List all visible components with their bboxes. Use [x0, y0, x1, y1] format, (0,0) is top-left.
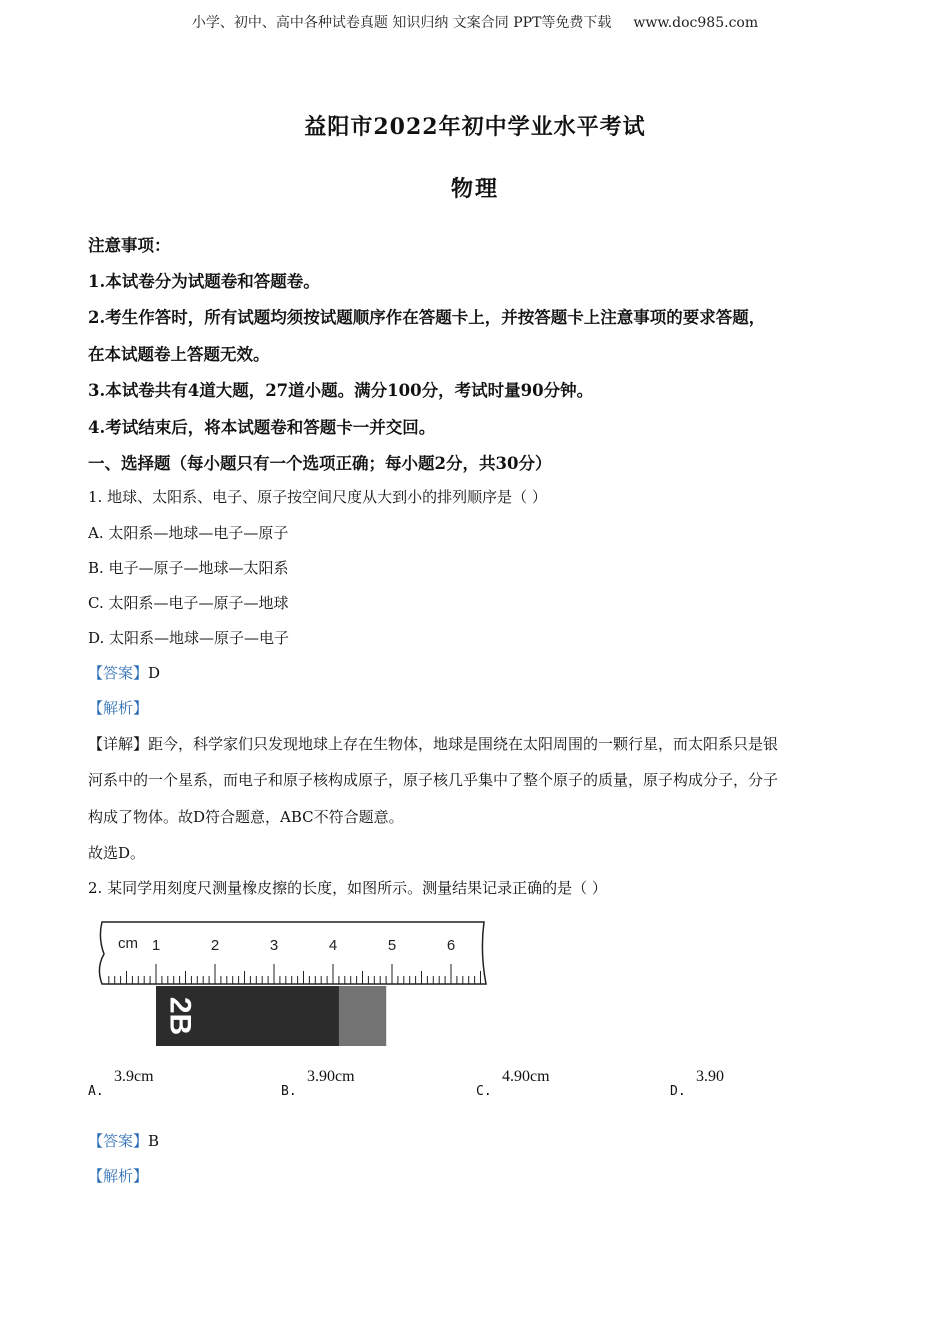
question-1-option-c: C. 太阳系—电子—原子—地球 — [88, 594, 289, 612]
option-value: 3.9cm — [114, 1068, 154, 1085]
question-1-option-d: D. 太阳系—地球—原子—电子 — [88, 629, 290, 647]
option-label: D. — [670, 1084, 686, 1099]
header-site: www.doc985.com — [633, 15, 759, 31]
ruler-unit-label: cm — [118, 935, 138, 952]
option-value: 3.90cm — [307, 1068, 355, 1085]
ruler-number: 1 — [151, 937, 161, 954]
answer-tag: 【答案】 — [88, 1132, 149, 1150]
question-1-option-b: B. 电子—原子—地球—太阳系 — [88, 559, 289, 577]
option-value: 3.90 — [696, 1068, 724, 1085]
notice-item: 1.本试卷分为试题卷和答题卷。 — [88, 272, 320, 291]
question-2-analysis-tag: 【解析】 — [88, 1167, 149, 1185]
answer-value: D — [148, 664, 161, 682]
detail-tag: 【详解】 — [88, 735, 149, 753]
eraser-label: 2B — [163, 996, 197, 1036]
question-1-detail-line: 河系中的一个星系，而电子和原子核构成原子，原子核几乎集中了整个原子的质量，原子构成分子，分子 — [88, 771, 779, 789]
question-1-answer — [88, 662, 160, 683]
header-text: 小学、初中、高中各种试卷真题 知识归纳 文案合同 PPT等免费下载 — [191, 15, 612, 31]
question-1-conclusion: 故选D。 — [88, 844, 146, 862]
answer-value: B — [148, 1132, 160, 1150]
question-1-option-a: A. 太阳系—地球—电子—原子 — [88, 524, 289, 542]
notice-item: 4.考试结束后，将本试题卷和答题卡一并交回。 — [88, 418, 436, 437]
subject-title: 物理 — [450, 176, 499, 202]
option-label: C. — [476, 1084, 492, 1099]
ruler-number: 3 — [269, 937, 279, 954]
ruler-number: 2 — [210, 937, 220, 954]
notice-heading: 注意事项： — [88, 236, 171, 255]
section-heading: 一、选择题（每小题只有一个选项正确；每小题2分，共30分） — [88, 454, 552, 473]
exam-title: 益阳市2022年初中学业水平考试 — [304, 114, 646, 140]
page-header — [0, 12, 950, 32]
notice-item: 3.本试卷共有4道大题，27道小题。满分100分，考试时量90分钟。 — [88, 381, 594, 400]
eraser-sleeve — [339, 986, 386, 1046]
ruler-number: 5 — [387, 937, 397, 954]
question-1-detail-line: 构成了物体。故D符合题意，ABC不符合题意。 — [88, 808, 404, 826]
option-value: 4.90cm — [502, 1068, 550, 1085]
ruler-number: 4 — [328, 937, 338, 954]
notice-item: 在本试题卷上答题无效。 — [88, 345, 270, 364]
question-2-answer — [88, 1130, 159, 1151]
question-2-stem: 2. 某同学用刻度尺测量橡皮擦的长度，如图所示。测量结果记录正确的是（ ） — [88, 879, 607, 897]
notice-item: 2.考生作答时，所有试题均须按试题顺序作在答题卡上，并按答题卡上注意事项的要求答题， — [88, 308, 766, 327]
option-label: A. — [88, 1084, 104, 1099]
answer-tag: 【答案】 — [88, 664, 149, 682]
question-1-analysis-tag: 【解析】 — [88, 699, 149, 717]
ruler-number: 6 — [446, 937, 456, 954]
option-label: B. — [281, 1084, 297, 1099]
detail-text: 距今，科学家们只发现地球上存在生物体，地球是围绕在太阳周围的一颗行星，而太阳系只是银 — [148, 735, 779, 753]
question-1-stem: 1. 地球、太阳系、电子、原子按空间尺度从大到小的排列顺序是（ ） — [88, 488, 547, 506]
question-1-detail-line — [88, 733, 778, 754]
ruler-figure — [96, 916, 492, 1050]
